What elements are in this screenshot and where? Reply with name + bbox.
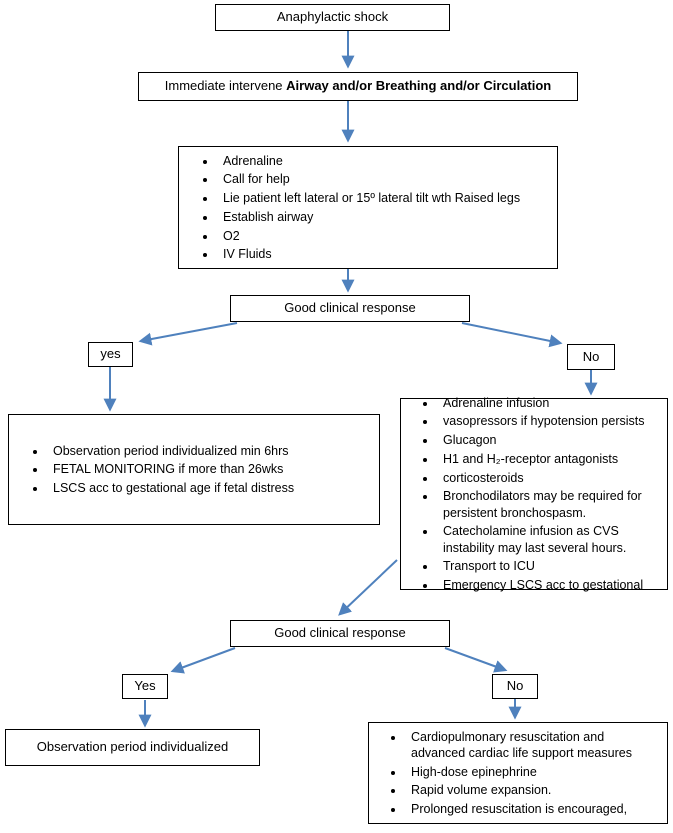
node-immediate-intervene [138,72,578,101]
node-no-1: No [567,344,615,370]
yes1-outcome-list [17,440,371,499]
node-no2-outcome [368,722,668,824]
list-item: • vasopressors if hypotension persists [437,413,661,429]
node-good-clinical-response-1: Good clinical response [230,295,470,322]
node-no-2: No [492,674,538,699]
arrow-decision1-to-no [462,323,560,343]
initial-actions-list [187,150,549,265]
arrow-decision2-to-yes [173,648,235,671]
list-item: • H1 and H₂-receptor antagonists [437,451,661,467]
list-item: • corticosteroids [437,470,661,486]
list-item: • Adrenaline infusion [437,395,661,411]
list-item: • Catecholamine infusion as CVS instability may last several hours. [437,523,661,556]
intervene-text [165,78,552,95]
intervene-text-bold: Airway and/or Breathing and/or Circulation [286,78,552,94]
list-item: • IV Fluids [217,246,549,262]
list-item: • Adrenaline [217,153,549,169]
list-item: • Bronchodilators may be required for persistent bronchospasm. [437,488,661,521]
list-item: • O2 [217,228,549,244]
node-yes-1: yes [88,342,133,367]
node-no1-outcome [400,395,668,593]
list-item: • LSCS acc to gestational age if fetal distress [47,480,371,496]
no2-outcome-list [375,726,661,820]
list-item: • Prolonged resuscitation is encouraged, [405,801,661,817]
intervene-text-normal: Immediate intervene [164,78,287,94]
list-item: • Call for help [217,171,549,187]
list-item: • Transport to ICU [437,558,661,574]
node-yes-2: Yes [122,674,168,699]
list-item: • Glucagon [437,432,661,448]
node-yes2-outcome: Observation period individualized [5,729,260,766]
arrow-decision2-to-no [445,648,505,670]
list-item: • Lie patient left lateral or 15º lateral tilt wth Raised legs [217,190,549,206]
arrow-decision1-to-yes [141,323,237,341]
no1-outcome-list [407,392,661,596]
list-item: • Cardiopulmonary resuscitation and advanced cardiac life support measures [405,729,661,762]
list-item: • Observation period individualized min 6hrs [47,443,371,459]
node-initial-actions [178,146,558,269]
node-anaphylactic-shock: Anaphylactic shock [215,4,450,31]
arrow-no1outcome-to-decision2 [340,560,397,614]
list-item: • Establish airway [217,209,549,225]
list-item: • FETAL MONITORING if more than 26wks [47,461,371,477]
list-item: • High-dose epinephrine [405,764,661,780]
list-item: • Emergency LSCS acc to gestational [437,577,661,593]
node-yes1-outcome [8,414,380,525]
node-good-clinical-response-2: Good clinical response [230,620,450,647]
list-item: • Rapid volume expansion. [405,782,661,798]
